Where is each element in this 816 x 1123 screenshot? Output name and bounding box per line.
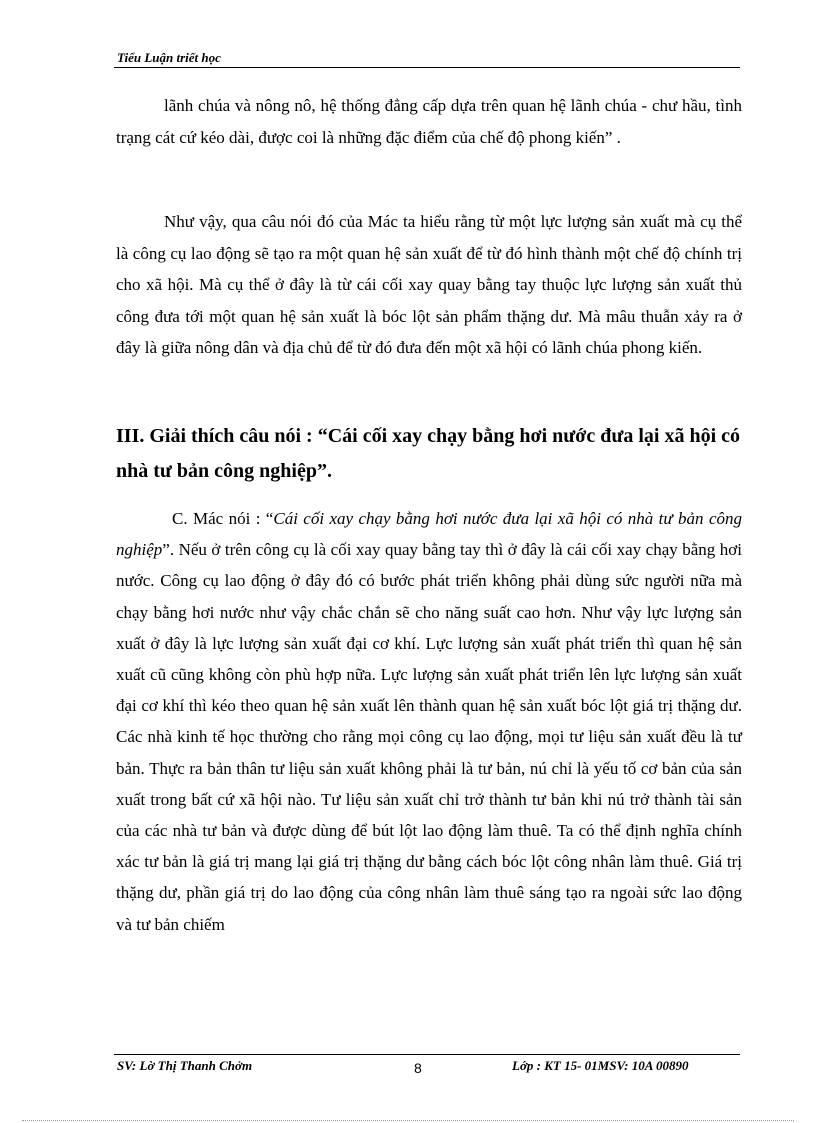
header-title: Tiểu Luận triết học: [117, 50, 221, 65]
paragraph-2: Như vậy, qua câu nói đó của Mác ta hiểu rằng từ một lực lượng sản xuất mà cụ thể là công cụ lao động sẽ tạo ra một quan hệ sản xuất để từ đó hình thành một chế độ chính trị cho xã hội. Mà cụ thể ở đây là từ cái cối xay quay bằng tay thuộc lực lượng sản xuất thủ công đưa tới một quan hệ sản xuất là bóc lột sản phẩm thặng dư. Mà mâu thuẫn xảy ra ở đây là giữa nông dân và địa chủ để từ đó đưa đến một xã hội có lãnh chúa phong kiến.: [116, 212, 742, 357]
paragraph-1: lãnh chúa và nông nô, hệ thống đẳng cấp dựa trên quan hệ lãnh chúa - chư hầu, tình trạng cát cứ kéo dài, được coi là những đặc điểm của chế độ phong kiến” .: [116, 96, 742, 147]
section-heading: III. Giải thích câu nói : “Cái cối xay chạy bằng hơi nước đưa lại xã hội có nhà tư bản công nghiệp”.: [116, 425, 741, 482]
page-number: 8: [414, 1060, 422, 1076]
paragraph-3-lead: C. Mác nói : “: [172, 509, 274, 528]
footer-class-info: Lớp : KT 15- 01MSV: 10A 00890: [512, 1058, 689, 1073]
header-divider: [114, 67, 740, 68]
paragraph-3-rest: ”. Nếu ở trên công cụ là cối xay quay bằng tay thì ở đây là cái cối xay chạy bằng hơi nước. Công cụ lao động ở đây đó có bước phát triển không phải dùng sức người nữa mà chạy bằng hơi nước như vậy chắc chắn sẽ cho năng suất cao hơn. Như vậy lực lượng sản xuất ở đây là lực lượng sản xuất đại cơ khí. Lực lượng sản xuất phát triển thì quan hệ sản xuất cũ cũng không còn phù hợp nữa. Lực lượng sản xuất phát triển lên lực lượng sản xuất đại cơ khí thì kéo theo quan hệ sản xuất lên thành quan hệ sản xuất bóc lột giá trị thặng dư. Các nhà kinh tế học thường cho rằng mọi công cụ lao động, mọi tư liệu sản xuất đều là tư bản. Thực ra bản thân tư liệu sản xuất không phải là tư bản, nú chỉ là yếu tố cơ bản của sản xuất trong bất cứ xã hội nào. Tư liệu sản xuất chỉ trở thành tư bản khi nú trở thành tài sản của các nhà tư bản và được dùng để bút lột lao động làm thuê. Ta có thể định nghĩa chính xác tư bản là giá trị mang lại giá trị thặng dư bằng cách bóc lột công nhân làm thuê. Giá trị thặng dư, phần giá trị do lao động của công nhân làm thuê sáng tạo ra ngoài sức lao động và tư bản chiếm: [116, 540, 742, 934]
paragraph-3-quote: Cái cối xay chạy bằng hơi nước đưa lại xã hội có nhà tư bản công nghiệp: [116, 509, 742, 560]
footer-student: SV: Lờ Thị Thanh Chởm: [117, 1058, 253, 1073]
page-bottom-dotted-line: [22, 1120, 794, 1121]
footer-divider: [114, 1054, 740, 1055]
paragraph-3: [116, 503, 742, 940]
